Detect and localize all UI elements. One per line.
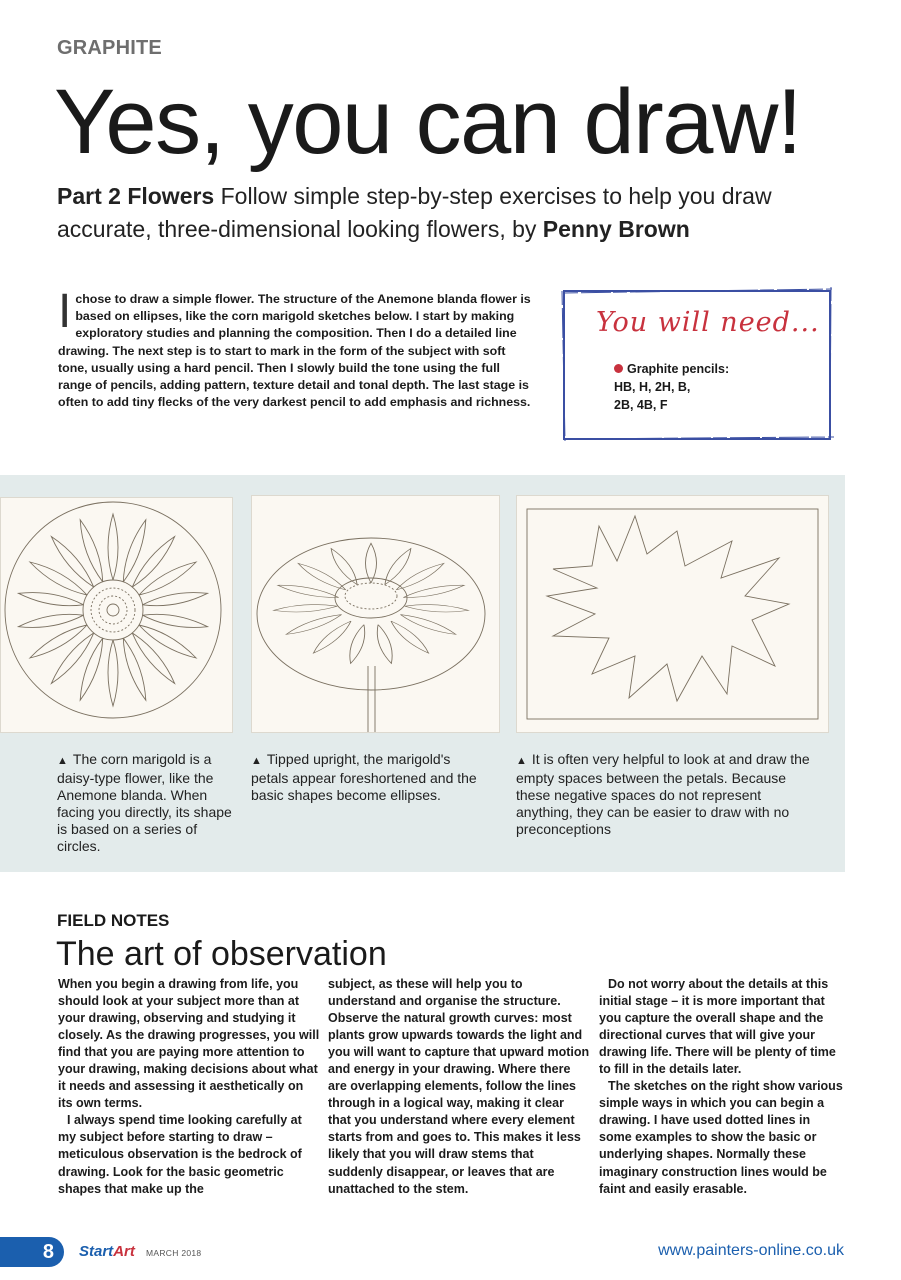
standfirst-lead: Part 2 Flowers xyxy=(57,183,215,209)
standfirst-text: Follow simple step-by-step exercises to help you draw accurate, three-dimensional looking flowers, by xyxy=(57,183,772,242)
negative-space-sketch xyxy=(516,495,829,733)
marigold-tipped-sketch xyxy=(251,495,500,733)
field-notes-label: FIELD NOTES xyxy=(57,911,170,930)
negative-space-drawing xyxy=(517,496,830,734)
body-column-1 xyxy=(58,976,320,1198)
caption-text: Tipped upright, the marigold's petals appear foreshortened and the basic shapes become ellipses. xyxy=(251,751,477,803)
body-column-2 xyxy=(328,976,590,1198)
body-paragraph: Do not worry about the details at this initial stage – it is more important that you capture the overall shape and the directional curves that will give your drawing life. There will be plenty of time to fill in the details later. xyxy=(599,977,836,1077)
body-paragraph: subject, as these will help you to understand and organise the structure. Observe the natural growth curves: most plants grow upwards towards the light and you will want to capture that upward motion and energy in your drawing. Where there are overlapping elements, follow the lines through in a logical way, making it clear that you understand where every element starts from and goes to. This makes it less likely that you will draw stems that suddenly disappear, or leaves that are unattached to the stem. xyxy=(328,977,590,1196)
standfirst xyxy=(57,180,847,246)
materials-item-line: 2B, 4B, F xyxy=(614,398,668,412)
materials-item-label: Graphite pencils: xyxy=(627,362,730,376)
issue-date: MARCH 2018 xyxy=(146,1248,202,1258)
page-number: 8 xyxy=(0,1237,64,1267)
marigold-front-drawing xyxy=(1,498,234,734)
intro-text: chose to draw a simple flower. The structure of the Anemone blanda flower is based on ellipses, like the corn marigold sketches below. I start by making exploratory studies and planning the composition. Then I do a detailed line drawing. The next step is to start to mark in the form of the subject with soft tone, usually using a hard pencil. Then I slowly build the tone using the full range of pencils, adding pattern, texture detail and tonal depth. The last stage is often to add tiny flecks of the very darkest pencil to add emphasis and richness. xyxy=(58,292,531,410)
bullet-icon xyxy=(614,364,623,373)
you-will-need-title: You will need... xyxy=(596,307,820,338)
caption-tipped-marigold xyxy=(251,751,491,804)
body-column-3 xyxy=(599,976,843,1198)
website-link[interactable]: www.painters-online.co.uk xyxy=(658,1242,844,1259)
materials-list xyxy=(614,360,729,414)
body-paragraph: When you begin a drawing from life, you should look at your subject more than at your drawing, observing and studying it closely. As the drawing progresses, you will find that you are paying more attention to your drawing, making decisions about what it needs and assessing it aesthetically on its own terms. xyxy=(58,977,320,1111)
section-label: GRAPHITE xyxy=(57,37,162,59)
author-name: Penny Brown xyxy=(542,216,690,242)
body-paragraph: The sketches on the right show various simple ways in which you can begin a drawing. I have used dotted lines in some examples to show the basic or underlying shapes. Normally these imaginary construction lines would be faint and easily erasable. xyxy=(599,1079,843,1196)
logo-start: Start xyxy=(79,1243,114,1260)
drop-cap: I xyxy=(58,285,72,338)
magazine-logo xyxy=(79,1243,135,1260)
intro-paragraph xyxy=(58,285,533,411)
materials-item xyxy=(614,360,729,378)
field-notes-title: The art of observation xyxy=(56,935,387,973)
marigold-tipped-drawing xyxy=(252,496,501,734)
triangle-up-icon: ▲ xyxy=(251,755,262,767)
logo-art: Art xyxy=(113,1243,135,1260)
page-title: Yes, you can draw! xyxy=(54,71,801,173)
triangle-up-icon: ▲ xyxy=(57,755,68,767)
triangle-up-icon: ▲ xyxy=(516,755,527,767)
caption-corn-marigold xyxy=(57,751,232,855)
caption-text: It is often very helpful to look at and draw the empty spaces between the petals. Because these negative spaces do not represent anything, they can be easier to draw with no preconceptions xyxy=(516,751,810,837)
marigold-front-sketch xyxy=(0,497,233,733)
caption-text: The corn marigold is a daisy-type flower, like the Anemone blanda. When facing you directly, its shape is based on a series of circles. xyxy=(57,751,232,854)
materials-item-line: HB, H, 2H, B, xyxy=(614,380,691,394)
caption-negative-space xyxy=(516,751,816,838)
body-paragraph: I always spend time looking carefully at my subject before starting to draw – meticulous observation is the bedrock of drawing. Look for the basic geometric shapes that make up the xyxy=(58,1113,302,1196)
